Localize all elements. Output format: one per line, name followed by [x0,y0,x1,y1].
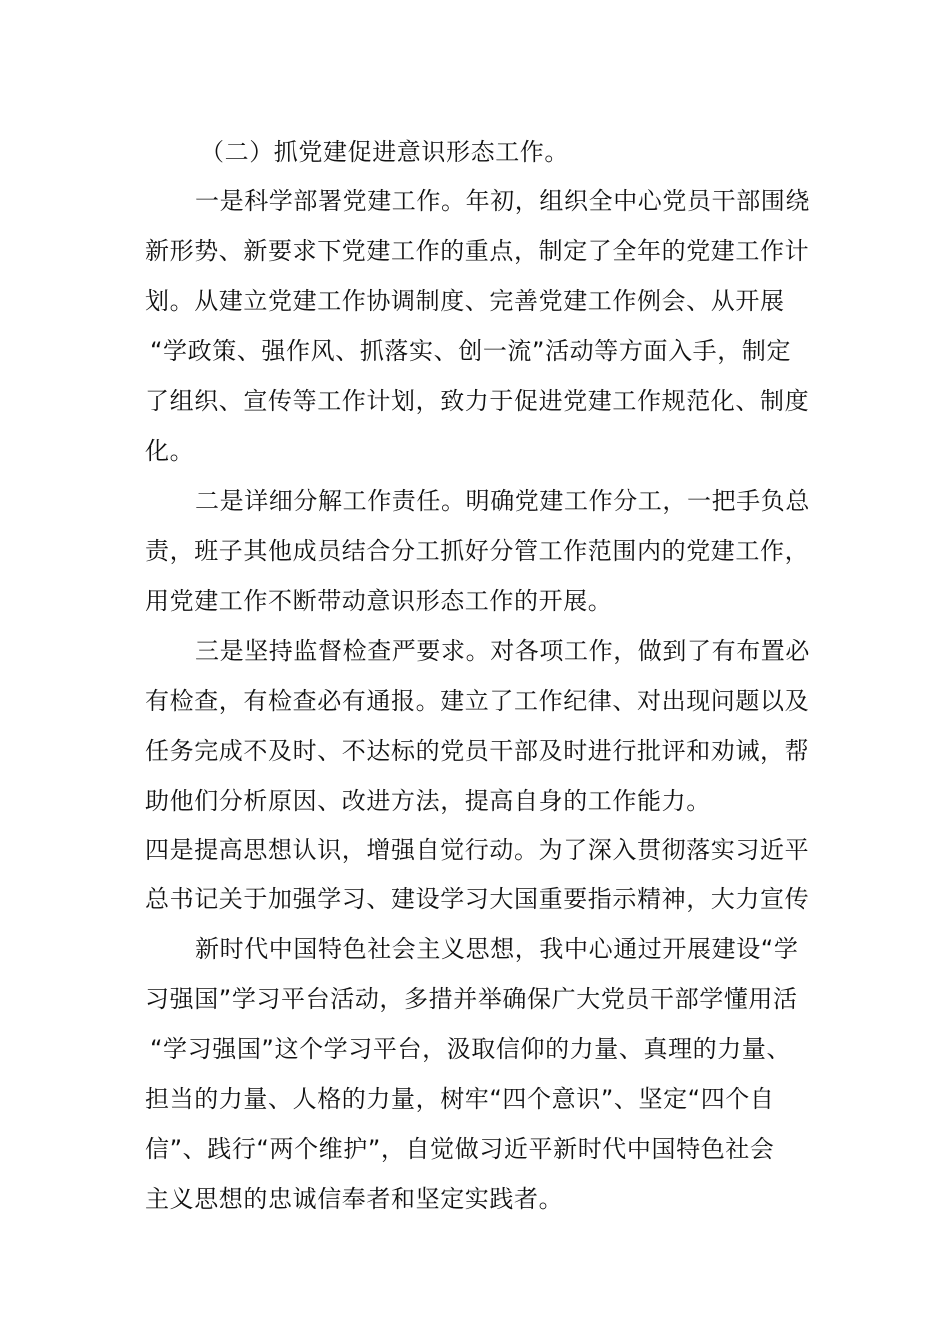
paragraph-3-line-1: 三是坚持监督检查严要求。对各项工作，做到了有布置必 [195,637,810,665]
paragraph-2-line-2: 责，班子其他成员结合分工抓好分管工作范围内的党建工作， [145,537,810,565]
paragraph-5-line-4: 担当的力量、人格的力量，树牢“四个意识”、坚定“四个自 [145,1085,775,1113]
paragraph-4-line-2: 总书记关于加强学习、建设学习大国重要指示精神，大力宣传 [145,885,810,913]
paragraph-1-line-4: “学政策、强作风、抓落实、创一流”活动等方面入手，制定 [150,337,792,365]
paragraph-1-line-2: 新形势、新要求下党建工作的重点，制定了全年的党建工作计 [145,237,810,265]
paragraph-4-line-1: 四是提高思想认识，增强自觉行动。为了深入贯彻落实习近平 [145,836,810,864]
paragraph-5-line-1: 新时代中国特色社会主义思想，我中心通过开展建设“学 [195,935,799,963]
paragraph-3-line-3: 任务完成不及时、不达标的党员干部及时进行批评和劝诫，帮 [145,737,810,765]
paragraph-1-line-5: 了组织、宣传等工作计划，致力于促进党建工作规范化、制度 [145,387,810,415]
paragraph-5-line-6: 主义思想的忠诚信奉者和坚定实践者。 [145,1185,564,1213]
paragraph-3-line-2: 有检查，有检查必有通报。建立了工作纪律、对出现问题以及 [145,687,810,715]
paragraph-5-line-3: “学习强国”这个学习平台，汲取信仰的力量、真理的力量、 [150,1035,792,1063]
paragraph-2-line-1: 二是详细分解工作责任。明确党建工作分工，一把手负总 [195,487,810,515]
paragraph-5-line-5: 信”、践行“两个维护”，自觉做习近平新时代中国特色社会 [145,1135,775,1163]
paragraph-5-line-2: 习强国”学习平台活动，多措并举确保广大党员干部学懂用活 [145,985,798,1013]
paragraph-1-line-3: 划。从建立党建工作协调制度、完善党建工作例会、从开展 [145,287,785,315]
paragraph-2-line-3: 用党建工作不断带动意识形态工作的开展。 [145,587,613,615]
paragraph-1-line-6: 化。 [145,437,195,465]
paragraph-3-line-4: 助他们分析原因、改进方法，提高自身的工作能力。 [145,787,711,815]
paragraph-1-line-1: 一是科学部署党建工作。年初，组织全中心党员干部围绕 [195,187,810,215]
section-heading: （二）抓党建促进意识形态工作。 [200,138,569,166]
